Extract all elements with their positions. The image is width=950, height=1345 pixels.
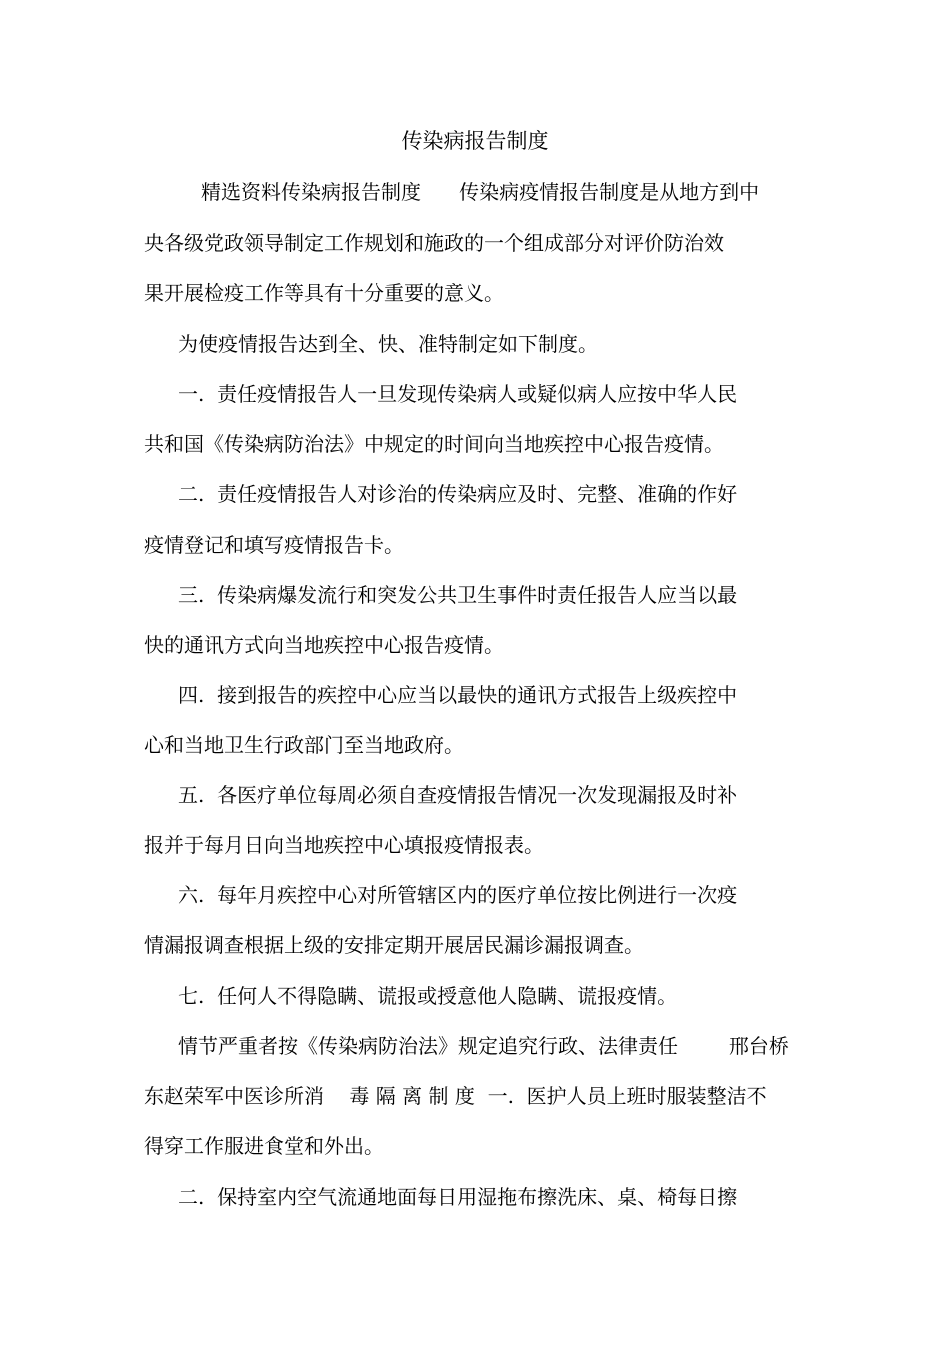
paragraph-line: 心和当地卫生行政部门至当地政府。 — [144, 733, 464, 757]
paragraph-line: 三. 传染病爆发流行和突发公共卫生事件时责任报告人应当以最 — [178, 583, 738, 607]
document-title: 传染病报告制度 — [401, 129, 549, 153]
paragraph-line: 为使疫情报告达到全、快、准特制定如下制度。 — [178, 332, 598, 356]
paragraph-line: 快的通讯方式向当地疾控中心报告疫情。 — [144, 633, 504, 657]
paragraph-line: 疫情登记和填写疫情报告卡。 — [144, 533, 404, 557]
paragraph-line: 情漏报调查根据上级的安排定期开展居民漏诊漏报调查。 — [144, 933, 644, 957]
paragraph-line: 果开展检疫工作等具有十分重要的意义。 — [144, 281, 504, 305]
paragraph-line: 情节严重者按《传染病防治法》规定追究行政、法律责任 邢台桥 — [178, 1034, 789, 1058]
paragraph-line: 央各级党政领导制定工作规划和施政的一个组成部分对评价防治效 — [144, 231, 724, 255]
paragraph-line: 五. 各医疗单位每周必须自查疫情报告情况一次发现漏报及时补 — [178, 783, 738, 807]
paragraph-line: 二. 保持室内空气流通地面每日用湿拖布擦洗床、桌、椅每日擦 — [178, 1185, 738, 1209]
paragraph-line: 精选资料传染病报告制度 传染病疫情报告制度是从地方到中 — [201, 180, 760, 204]
paragraph-line: 得穿工作服进食堂和外出。 — [144, 1134, 384, 1158]
paragraph-line: 七. 任何人不得隐瞒、谎报或授意他人隐瞒、谎报疫情。 — [178, 984, 678, 1008]
paragraph-line: 共和国《传染病防治法》中规定的时间向当地疾控中心报告疫情。 — [144, 432, 724, 456]
paragraph-line: 四. 接到报告的疾控中心应当以最快的通讯方式报告上级疾控中 — [178, 683, 738, 707]
paragraph-line: 二. 责任疫情报告人对诊治的传染病应及时、完整、准确的作好 — [178, 482, 738, 506]
paragraph-line: 一. 责任疫情报告人一旦发现传染病人或疑似病人应按中华人民 — [178, 382, 738, 406]
paragraph-line: 东赵荣军中医诊所消 毒 隔 离 制 度 一. 医护人员上班时服装整洁不 — [144, 1084, 767, 1108]
paragraph-line: 报并于每月日向当地疾控中心填报疫情报表。 — [144, 833, 544, 857]
paragraph-line: 六. 每年月疾控中心对所管辖区内的医疗单位按比例进行一次疫 — [178, 883, 738, 907]
